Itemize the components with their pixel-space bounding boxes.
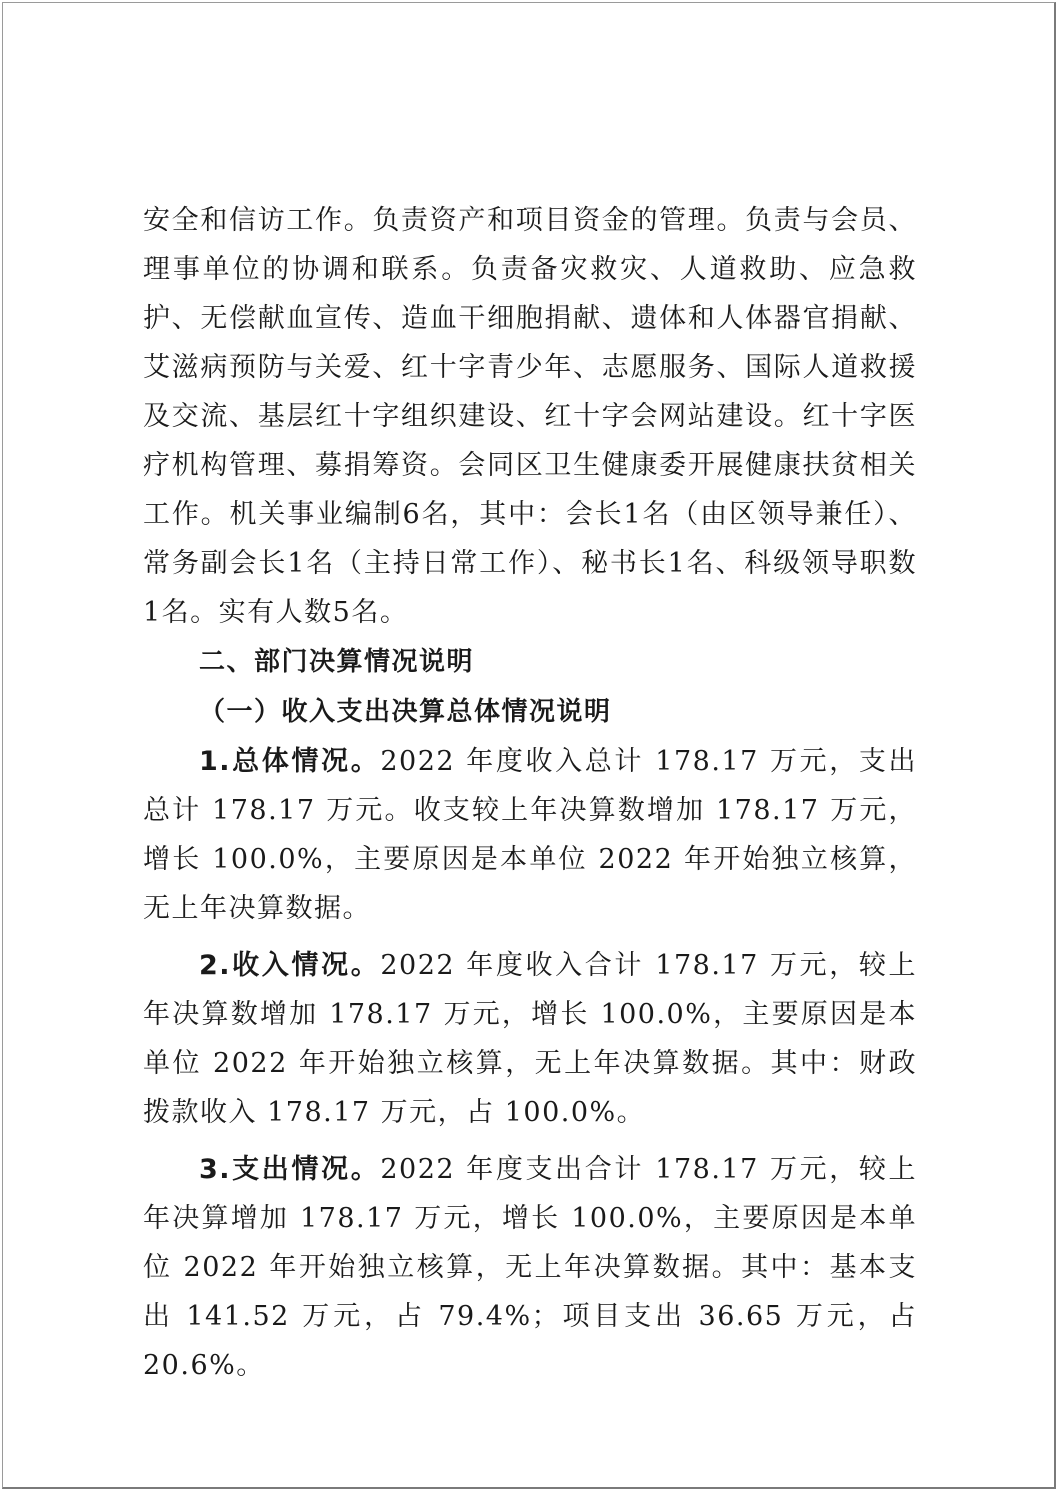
overall-paragraph bbox=[143, 737, 917, 933]
income-text: 2022 年度收入合计 178.17 万元，较上年决算数增加 178.17 万元，增长 100.0%，主要原因是本单位 2022 年开始独立核算，无上年决算数据。其中：财政拨款收入 178.17 万元，占 100.0%。 bbox=[143, 950, 917, 1128]
section-heading: 二、部门决算情况说明 bbox=[199, 647, 475, 677]
income-paragraph bbox=[143, 941, 917, 1137]
document-body bbox=[143, 196, 917, 1390]
income-lead: 2.收入情况。 bbox=[199, 950, 381, 981]
overall-text: 2022 年度收入总计 178.17 万元，支出总计 178.17 万元。收支较上年决算数增加 178.17 万元，增长 100.0%，主要原因是本单位 2022 年开始独立核算，无上年决算数据。 bbox=[143, 746, 917, 924]
expense-text: 2022 年度支出合计 178.17 万元，较上年决算增加 178.17 万元，增长 100.0%，主要原因是本单位 2022 年开始独立核算，无上年决算数据。其中：基本支出 141.52 万元，占 79.4%；项目支出 36.65 万元，占 20.6%。 bbox=[143, 1154, 917, 1381]
expense-lead: 3.支出情况。 bbox=[199, 1154, 381, 1185]
intro-paragraph: 安全和信访工作。负责资产和项目资金的管理。负责与会员、理事单位的协调和联系。负责备灾救灾、人道救助、应急救护、无偿献血宣传、造血干细胞捐献、遗体和人体器官捐献、艾滋病预防与关爱、红十字青少年、志愿服务、国际人道救援及交流、基层红十字组织建设、红十字会网站建设。红十字医疗机构管理、募捐筹资。会同区卫生健康委开展健康扶贫相关工作。机关事业编制6名，其中：会长1名（由区领导兼任）、常务副会长1名（主持日常工作）、秘书长1名、科级领导职数1名。实有人数5名。 bbox=[143, 205, 917, 628]
expense-paragraph bbox=[143, 1145, 917, 1390]
overall-lead: 1.总体情况。 bbox=[199, 746, 381, 777]
subsection-heading: （一）收入支出决算总体情况说明 bbox=[199, 697, 612, 727]
